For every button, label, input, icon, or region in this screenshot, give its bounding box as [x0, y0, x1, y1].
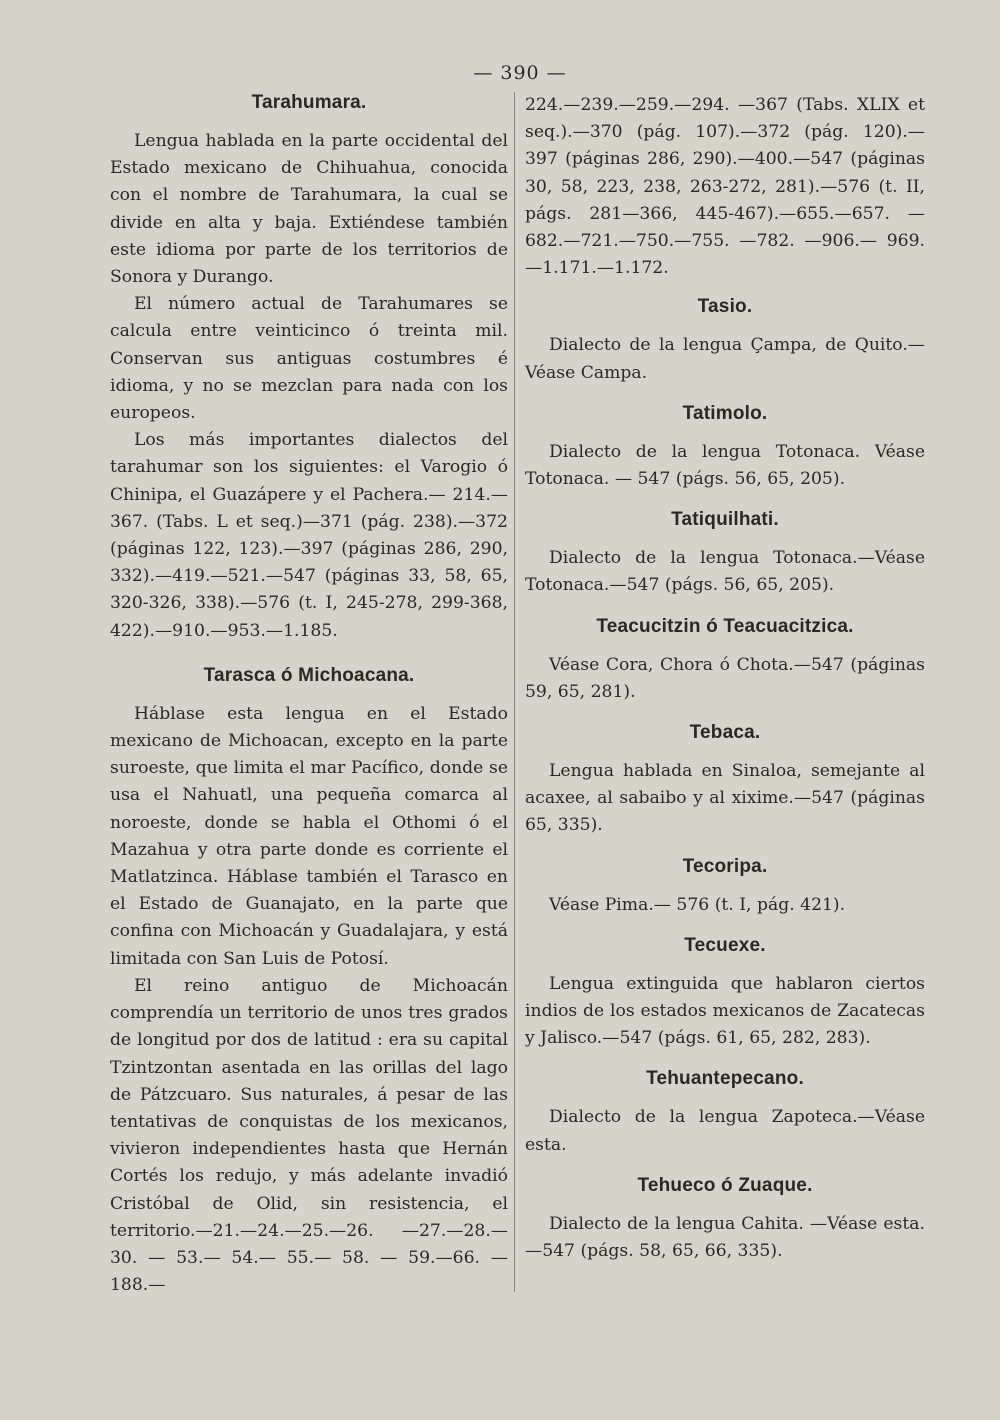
page-number: — 390 —: [473, 62, 567, 84]
entry-paragraph: Lengua extinguida que hablaron ciertos indios de los estados mexicanos de Zacatecas y Jalisco.—547 (págs. 61, 65, 282, 283).: [525, 973, 925, 1049]
entry-heading: Tebaca.: [689, 722, 761, 744]
entry-tehuantepecano: [525, 1068, 925, 1158]
right-column: [525, 92, 925, 1281]
column-divider: [514, 92, 515, 1292]
entry-paragraph: Véase Cora, Chora ó Chota.—547 (páginas 59, 65, 281).: [525, 654, 925, 702]
entry-tecoripa: [525, 856, 925, 919]
entry-paragraph: Dialecto de la lengua Totonaca.—Véase Totonaca.—547 (págs. 56, 65, 205).: [525, 548, 925, 596]
continuation-references: 224.—239.—259.—294. —367 (Tabs. XLIX et seq.).—370 (pág. 107).—372 (pág. 120).— 397 (páginas 286, 290).—400.—547 (páginas 30, 58, 223, 238, 263-272, 281).—576 (t. II, págs. 281—366, 445-467).—655.—657. —682.—721.—750.—755. —782. —906.— 969.—1.171.—1.172.: [525, 95, 925, 279]
left-column: [110, 92, 508, 1315]
entry-teacucitzin: [525, 616, 925, 706]
entry-paragraph: El reino antiguo de Michoacán comprendía un territorio de unos tres grados de longitud por dos de latitud : era su capital Tzintzontan asentada en las orillas del lago de Pátzcuaro. Sus naturales, á pesar de las tentativas de conquistas de los mexicanos, vivieron independientes hasta que Hernán Cortés los redujo, y más adelante invadió Cristóbal de Olid, sin resistencia, el territorio.—21.—24.—25.—26. —27.—28.—30. — 53.— 54.— 55.— 58. — 59.—66. — 188.—: [110, 975, 508, 1296]
entry-paragraph: El número actual de Tarahumares se calcula entre veinticinco ó treinta mil. Conservan sus antiguas costumbres é idioma, y no se mezclan para nada con los europeos.: [110, 294, 508, 424]
entry-tecuexe: [525, 935, 925, 1053]
entry-heading: Tasio.: [697, 296, 753, 318]
entry-paragraph: Dialecto de la lengua Totonaca. Véase Totonaca. — 547 (págs. 56, 65, 205).: [525, 441, 925, 490]
entry-heading: Tarahumara.: [251, 92, 367, 113]
entry-paragraph: Dialecto de la lengua Zapoteca.—Véase esta.: [525, 1107, 925, 1155]
entry-heading: Tecuexe.: [684, 934, 766, 956]
entry-tatimolo: [525, 403, 925, 493]
entry-paragraph: Lengua hablada en la parte occidental del Estado mexicano de Chihuahua, conocida con el nombre de Tarahumara, la cual se divide en alta y baja. Extiéndese también este idioma por parte de los territorios de Sonora y Durango.: [110, 131, 508, 288]
entry-tarasca: [110, 665, 508, 1299]
entry-paragraph: Lengua hablada en Sinaloa, semejante al acaxee, al sabaibo y al xixime.—547 (páginas 65, 335).: [525, 761, 925, 836]
entry-heading: Tehueco ó Zuaque.: [637, 1174, 813, 1196]
entry-tarahumara: [110, 92, 508, 645]
entry-paragraph: Dialecto de la lengua Çampa, de Quito.—Véase Campa.: [525, 335, 925, 383]
entry-tasio: [525, 296, 925, 386]
entry-paragraph: Háblase esta lengua en el Estado mexicano de Michoacan, excepto en la parte suroeste, que limita el mar Pacífico, donde se usa el Nahuatl, una pequeña comarca al noroeste, donde se habla el Othomi ó el Mazahua y otra parte donde es corriente el Matlatzinca. Háblase también el Tarasco en el Estado de Guanajato, en la parte que confina con Michoacán y Guadalajara, y está limitada con San Luis de Potosí.: [110, 703, 508, 969]
entry-heading: Tatiquilhati.: [671, 509, 779, 531]
entry-paragraph: Véase Pima.— 576 (t. I, pág. 421).: [549, 894, 846, 915]
entry-heading: Tarasca ó Michoacana.: [203, 664, 415, 686]
entry-tatiquilhati: [525, 509, 925, 599]
entry-paragraph: Los más importantes dialectos del tarahumar son los siguientes: el Varogio ó Chinipa, el Guazápere y el Pachera.— 214.— 367. (Tabs. L et seq.)—371 (pág. 238).—372 (páginas 122, 123).—397 (páginas 286, 290, 332).—419.—521.—547 (páginas 33, 58, 65, 320-326, 338).—576 (t. I, 245-278, 299-368, 422).—910.—953.—1.185.: [110, 430, 508, 641]
entry-heading: Tehuantepecano.: [646, 1068, 804, 1090]
entry-paragraph: Dialecto de la lengua Cahita. —Véase esta.—547 (págs. 58, 65, 66, 335).: [525, 1213, 925, 1262]
entry-heading: Tatimolo.: [682, 402, 768, 424]
entry-tehueco: [525, 1175, 925, 1265]
entry-heading: Teacucitzin ó Teacuacitzica.: [596, 615, 854, 637]
entry-tebaca: [525, 722, 925, 840]
entry-heading: Tecoripa.: [682, 855, 768, 877]
